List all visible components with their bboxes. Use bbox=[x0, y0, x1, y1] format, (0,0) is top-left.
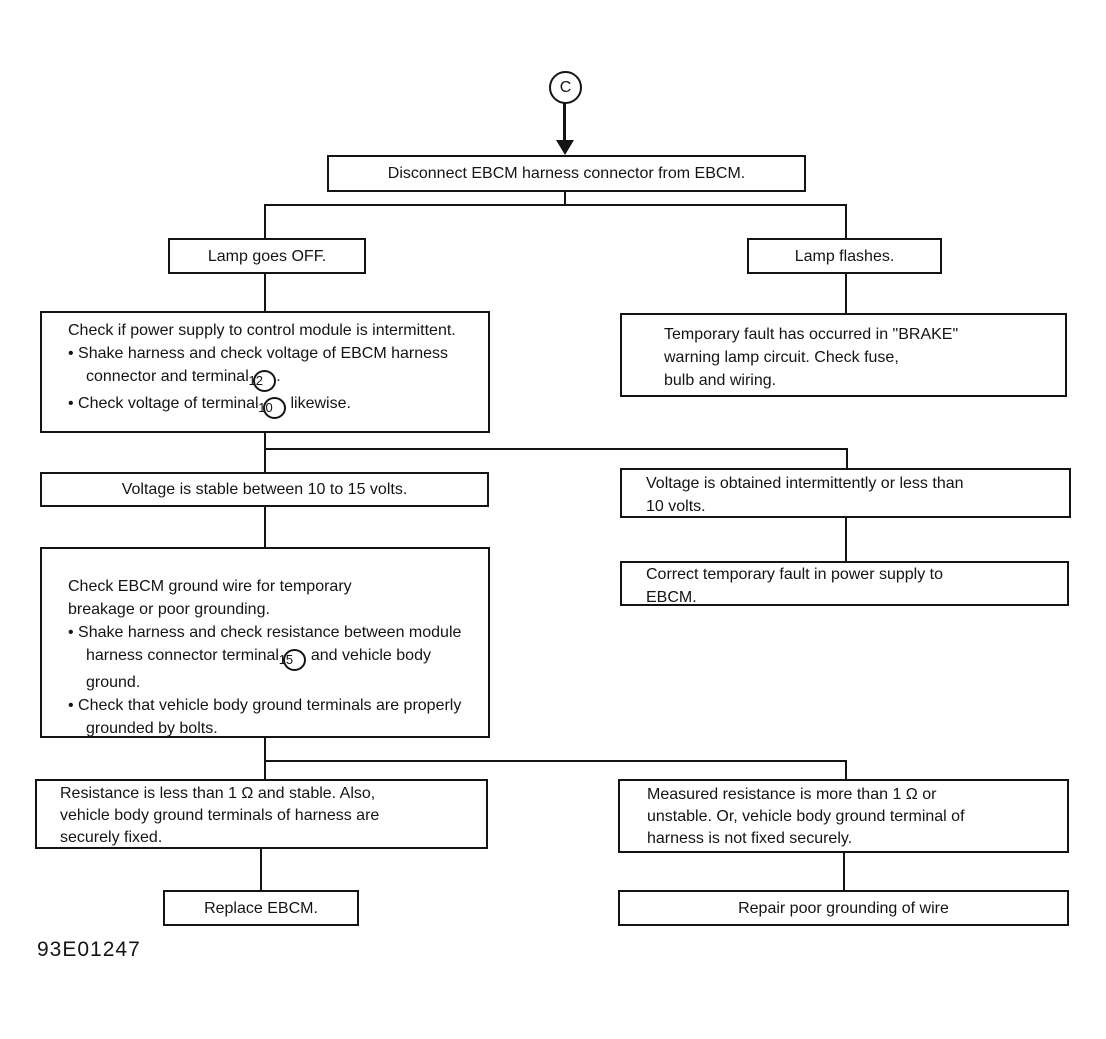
flow-box-lamp-flashes bbox=[747, 238, 942, 274]
bullet-text: . bbox=[276, 368, 281, 385]
flow-box-text-line: harness is not fixed securely. bbox=[647, 830, 853, 847]
flow-box-text: Replace EBCM. bbox=[204, 899, 318, 917]
flow-box-text-line: bulb and wiring. bbox=[664, 372, 777, 389]
entry-arrow-head-icon bbox=[556, 140, 574, 155]
branch-line-right bbox=[845, 760, 847, 780]
flow-box-replace-ebcm bbox=[163, 890, 359, 926]
flow-box-text-line: Check EBCM ground wire for temporary bbox=[68, 578, 352, 595]
flow-box-disconnect-ebcm bbox=[327, 155, 806, 192]
flow-box-text-line: EBCM. bbox=[646, 589, 697, 606]
bullet-line bbox=[68, 621, 482, 694]
flow-box-text-line: Temporary fault has occurred in "BRAKE" bbox=[664, 326, 959, 343]
terminal-10-badge: 10 bbox=[263, 397, 286, 419]
flow-box-text: Lamp goes OFF. bbox=[207, 247, 327, 265]
branch-line-horizontal bbox=[264, 760, 847, 762]
bullet-text: and vehicle body ground. bbox=[86, 647, 431, 691]
branch-line-right bbox=[845, 204, 847, 239]
flow-box-check-ground-wire bbox=[40, 547, 490, 738]
bullet-line bbox=[68, 392, 480, 419]
bullet-text: • Shake harness and check resistance between module harness connector terminal bbox=[68, 624, 462, 664]
connector-line bbox=[845, 517, 847, 562]
flow-box-text-line: warning lamp circuit. Check fuse, bbox=[664, 349, 899, 366]
bullet-text: • Check voltage of terminal bbox=[68, 395, 264, 412]
flow-box-text-line: Resistance is less than 1 Ω and stable. Also, bbox=[60, 785, 376, 802]
flow-box-check-power-supply bbox=[40, 311, 490, 433]
flow-box-text: Disconnect EBCM harness connector from EBCM. bbox=[387, 165, 746, 182]
bullet-text: • Shake harness and check voltage of EBCM harness connector and terminal bbox=[68, 345, 449, 385]
connector-line bbox=[845, 273, 847, 314]
flow-box-text: Repair poor grounding of wire bbox=[738, 899, 949, 917]
connector-c-label: C bbox=[559, 78, 572, 96]
connector-line bbox=[843, 852, 845, 891]
flow-box-text-line: Voltage is obtained intermittently or less than bbox=[646, 475, 964, 492]
connector-line bbox=[264, 273, 266, 312]
terminal-15-badge: 15 bbox=[283, 649, 306, 671]
connector-line bbox=[260, 848, 262, 891]
entry-arrow-shaft bbox=[563, 103, 566, 143]
flow-box-text-line: Check if power supply to control module is intermittent. bbox=[68, 322, 456, 339]
branch-line-left bbox=[264, 760, 266, 780]
flow-box-resistance-ok bbox=[35, 779, 488, 849]
bullet-line: • Check that vehicle body ground terminals are properly grounded by bolts. bbox=[68, 697, 462, 737]
figure-id: 93E01247 bbox=[37, 938, 141, 961]
branch-line-right bbox=[846, 448, 848, 469]
flow-box-text-line: breakage or poor grounding. bbox=[68, 601, 270, 618]
flow-box-text-line: vehicle body ground terminals of harness are bbox=[60, 807, 380, 824]
branch-line-left bbox=[264, 204, 266, 239]
flow-box-text: Lamp flashes. bbox=[794, 247, 895, 265]
branch-line-horizontal bbox=[264, 204, 847, 206]
bullet-line bbox=[68, 342, 480, 392]
terminal-12-badge: 12 bbox=[253, 370, 276, 392]
flow-box-voltage-intermittent bbox=[620, 468, 1071, 518]
connector-line bbox=[264, 506, 266, 548]
flow-box-text-line: 10 volts. bbox=[646, 498, 706, 515]
branch-line-horizontal bbox=[264, 448, 848, 450]
flow-box-lamp-goes-off bbox=[168, 238, 366, 274]
bullet-text: likewise. bbox=[286, 395, 351, 412]
flow-box-text-line: unstable. Or, vehicle body ground terminal of bbox=[647, 808, 965, 825]
flow-box-text: Voltage is stable between 10 to 15 volts. bbox=[121, 481, 408, 498]
flow-box-voltage-stable bbox=[40, 472, 489, 507]
flow-box-repair-grounding bbox=[618, 890, 1069, 926]
connector-c-symbol bbox=[549, 71, 582, 104]
flow-box-correct-temporary-fault bbox=[620, 561, 1069, 606]
connector-line bbox=[264, 737, 266, 762]
flow-box-resistance-bad bbox=[618, 779, 1069, 853]
flow-box-temporary-fault bbox=[620, 313, 1067, 397]
flow-box-text-line: securely fixed. bbox=[60, 829, 163, 846]
branch-line-left bbox=[264, 448, 266, 473]
flow-box-text-line: Correct temporary fault in power supply to bbox=[646, 566, 944, 583]
flow-box-text-line: Measured resistance is more than 1 Ω or bbox=[647, 786, 937, 803]
